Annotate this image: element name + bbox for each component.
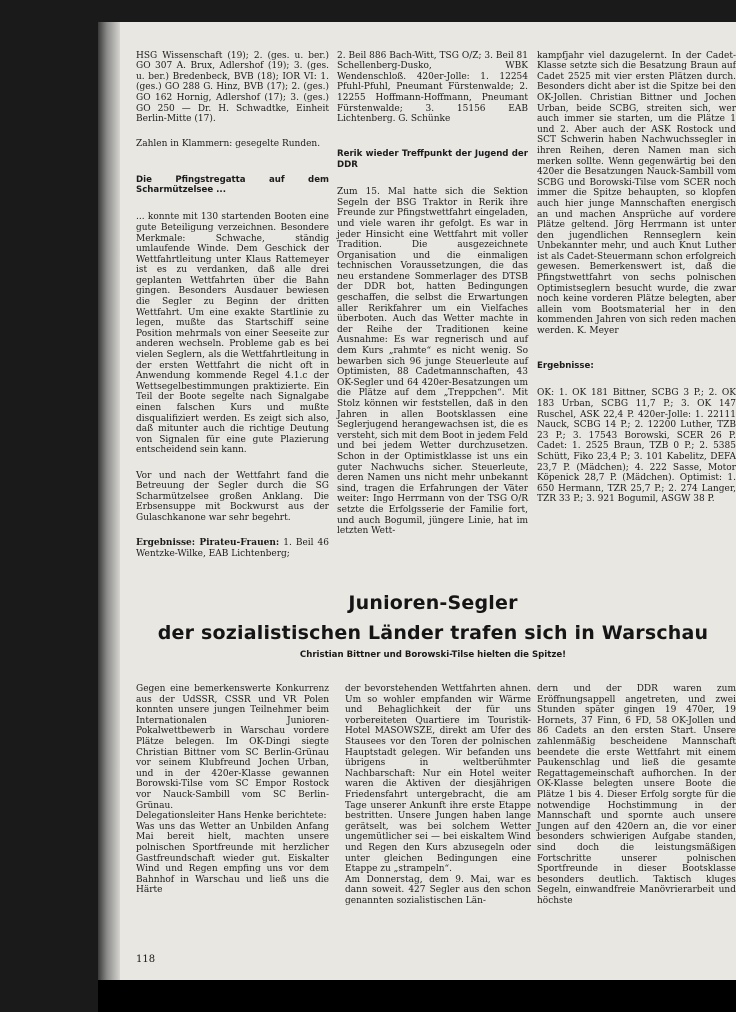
page-number: 118	[136, 954, 156, 965]
article-headline-line-2: der sozialistischen Länder trafen sich in Warschau	[157, 622, 709, 644]
article-column-3: dern und der DDR waren zum Eröffnungsappell angetreten, und zwei Stunden später gingen 19 470er, 19 Hornets, 37 Finn, 6 FD, 58 OK-Jollen und 86 Cadets an den ersten Start. Unsere zahlenmäßig bescheidene Mannschaft beendete die erste Wettfahrt mit einem Paukenschlag und ließ die gesamte Regattagemeinschaft aufhorchen. In der OK-Klasse belegten unsere Boote die Plätze 1 bis 4. Dieser Erfolg sorgte für die notwendige Hochstimmung in der Mannschaft und spornte auch unsere Jungen auf den 420ern an, die vor einer besonders schwierigen Aufgabe standen, sind doch die leistungsmäßigen Fortschritte unserer polnischen Sportfreunde in dieser Bootsklasse besonders deutlich. Taktisch kluges Segeln, einwandfreie Manövrierarbeit und höchste	[537, 684, 736, 906]
article-column-2: der bevorstehenden Wettfahrten ahnen. Um so wohler empfanden wir Wärme und Behaglichkeit der für uns vorbereiteten Quartiere im Touristik-Hotel MASOWSZE, direkt am Ufer des Stausees vor den Toren der polnischen Hauptstadt gelegen. Wir befanden uns übrigens in weltberühmter Nachbarschaft: Nur ein Hotel weiter waren die Aktiven der diesjährigen Friedensfahrt untergebracht, die am Tage unserer Ankunft ihre erste Etappe bestritten. Unsere Jungen haben lange gerätselt, was bei solchem Wetter ungemütlicher sei — bei eiskaltem Wind und Regen den Kurs abzusegeln oder unter gleichen Bedingungen eine Etappe zu „strampeln“. Am Donnerstag, dem 9. Mai, war es dann soweit. 427 Segler aus den schon genannten sozialistischen Län-	[345, 684, 531, 906]
results-heading: Ergebnisse:	[537, 361, 594, 372]
results-label: Ergebnisse: Pirateu-Frauen:	[136, 538, 280, 549]
results-text: 1. Beil 46 Wentzke-Wilke, EAB Lichtenberg;	[136, 538, 329, 559]
body-paragraph: Zum 15. Mal hatte sich die Sektion Segeln der BSG Traktor in Rerik ihre Freunde zur Pfingstwettfahrt eingeladen, und viele waren ihr gefolgt. Es war in jeder Hinsicht eine Wettfahrt mit voller Tradition. Die ausgezeichnete Organisation und die einmaligen technischen Voraussetzungen, die das neu erstandene Sommerlager des DTSB der DDR bot, hatten Bedingungen geschaffen, die selbst die Erwartungen aller Rerikfahrer um ein Vielfaches überboten. Auch das Wetter machte in der Reihe der Traditionen keine Ausnahme: Es war regnerisch und auf dem Kurs „rahmte“ es nicht wenig. So bewarben sich 96 junge Steuerleute auf Optimisten, 88 Cadetmannschaften, 43 OK-Segler und 64 420er-Besatzungen um die Plätze auf dem „Treppchen“. Mit Stolz können wir feststellen, daß in den Jahren in allen Bootsklassen eine Seglerjugend herangewachsen ist, die es versteht, sich mit dem Boot in jedem Feld und bei jedem Wetter durchzusetzen. Schon in der Optimistklasse ist uns ein guter Nachwuchs sicher. Steuerleute, deren Namen uns nicht mehr unbekannt sind, tragen die Erfahrungen der Väter weiter: Ingo Herrmann von der TSG O/R setzte die Erfolgsserie der Familie fort, und auch Bogumil, jüngere Linie, hat im letzten Wett-	[337, 187, 528, 537]
article-headline-line-1: Junioren-Segler	[348, 592, 518, 614]
results-paragraph: HSG Wissenschaft (19); 2. (ges. u. ber.) GO 307 A. Brux, Adlershof (19); 3. (ges. u. ber.) Bredenbeck, BVB (18); IOR VI: 1. (ges.) GO 288 G. Hinz, BVB (17); 2. (ges.) GO 162 Hornig, Adlershof (17); 3. (ges.) GO 250 — Dr. H. Schwadtke, Einheit Berlin-Mitte (17).	[136, 50, 329, 125]
top-column-1	[136, 40, 329, 559]
scan-bottom-edge	[98, 980, 736, 1012]
results-continuation: 2. Beil 886 Bach-Witt, TSG O/Z; 3. Beil 81 Schellenberg-Dusko, WBK Wendenschloß. 420er-Jolle: 1. 12254 Pfuhl-Pfuhl, Pneumant Fürstenwalde; 2. 12255 Hoffmann-Hoffmann, Pneumant Fürstenwalde; 3. 15156 EAB Lichtenberg. G. Schünke	[337, 50, 528, 125]
section-heading-rerik: Rerik wieder Treffpunkt der Jugend der DDR	[337, 149, 528, 170]
body-paragraph: Vor und nach der Wettfahrt fand die Betreuung der Segler durch die SG Scharmützelsee großen Anklang. Die Erbsensuppe mit Bockwurst aus der Gulaschkanone war sehr begehrt.	[136, 470, 329, 523]
top-column-2	[337, 40, 528, 540]
results-line	[136, 538, 329, 559]
article-subheadline: Christian Bittner und Borowski-Tilse hielten die Spitze!	[299, 650, 567, 660]
note-paragraph: Zahlen in Klammern: gesegelte Runden.	[136, 139, 321, 150]
book-gutter	[98, 22, 120, 980]
body-paragraph: kampfjahr viel dazugelernt. In der Cadet-Klasse setzte sich die Besatzung Braun auf Cadet 2525 mit vier ersten Plätzen durch. Besonders dicht aber ist die Spitze bei den OK-Jollen. Christian Bittner und Jochen Urban, beide SCBG, streiten sich, wer auch immer sie starten, um die Plätze 1 und 2. Aber auch der ASK Rostock und SCT Schwerin haben Nachwuchssegler in ihren Reihen, deren Namen man sich merken sollte. Wenn gegenwärtig bei den 420er die Besatzungen Nauck-Sambill vom SCBG und Borowski-Tilse vom SCER noch immer die Spitze behaupten, so klopfen auch hier junge Mannschaften energisch an und machen Ansprüche auf vordere Plätze geltend. Jörg Herrmann ist unter den jugendlichen Rennseglern kein Unbekannter mehr, und auch Knut Luther ist als Cadet-Steuermann schon erfolgreich gewesen. Bemerkenswert ist, daß die Pfingstwettfahrt von sechs polnischen Optimistseglern besucht wurde, die zwar noch keine vorderen Plätze belegten, aber allein vom Bootsmaterial her in den kommenden Jahren von sich reden machen werden. K. Meyer	[537, 50, 736, 337]
results-list: OK: 1. OK 181 Bittner, SCBG 3 P.; 2. OK 183 Urban, SCBG 11,7 P.; 3. OK 147 Ruschel, ASK 22,4 P. 420er-Jolle: 1. 22111 Nauck, SCBG 14 P.; 2. 12200 Luther, TZB 23 P.; 3. 17543 Borowski, SCER 26 P. Cadet: 1. 2525 Braun, TZB 0 P.; 2. 5385 Schütt, Fiko 23,4 P.; 3. 101 Kabelitz, DEFA 23,7 P. (Mädchen); 4. 222 Sasse, Motor Köpenick 28,7 P. (Mädchen). Optimist: 1. 650 Hermann, TZR 25,7 P.; 2. 274 Langer, TZR 33 P.; 3. 921 Bogumil, ASGW 38 P.	[537, 388, 736, 505]
section-heading-pfingstregatta: Die Pfingstregatta auf dem Scharmützelsee ...	[136, 174, 329, 196]
article-column-1: Gegen eine bemerkenswerte Konkurrenz aus der UdSSR, CSSR und VR Polen konnten unsere jungen Teilnehmer beim Internationalen Junioren-Pokalwettbewerb in Warschau vordere Plätze belegen. Im OK-Dingi siegte Christian Bittner vom SC Berlin-Grünau vor seinem Klubfreund Jochen Urban, und in der 420er-Klasse gewannen Borowski-Tilse vom SC Empor Rostock vor Nauck-Sambill vom SC Berlin-Grünau. Delegationsleiter Hans Henke berichtete: Was uns das Wetter an Unbilden Anfang Mai bereit hielt, machten unsere polnischen Sportfreunde mit herzlicher Gastfreundschaft wieder gut. Eiskalter Wind und Regen empfing uns vor dem Bahnhof in Warschau und ließ uns die Härte	[136, 684, 329, 896]
top-column-3	[537, 40, 736, 540]
body-paragraph: ... konnte mit 130 startenden Booten eine gute Beteiligung verzeichnen. Besondere Merkmale: Schwache, ständig umlaufende Winde. Dem Geschick der Wettfahrtleitung unter Klaus Rattemeyer ist es zu verdanken, daß alle drei geplanten Wettfahrten über die Bahn gingen. Besonders Ausdauer bewiesen die Segler zu Beginn der dritten Wettfahrt. Um eine exakte Startlinie zu legen, mußte das Startschiff seine Position mehrmals von einer Seeseite zur anderen wechseln. Probleme gab es bei vielen Seglern, als die Wettfahrtleitung in der ersten Wettfahrt die nicht oft in Anwendung kommende Regel 4.1.c der Wettsegelbestimmungen praktizierte. Ein Teil der Boote segelte nach Signalgabe einen falschen Kurs und mußte disqualifiziert werden. Es zeigt sich also, daß mitunter auch die richtige Deutung von Signalen für eine gute Plazierung entscheidend sein kann.	[136, 212, 329, 456]
